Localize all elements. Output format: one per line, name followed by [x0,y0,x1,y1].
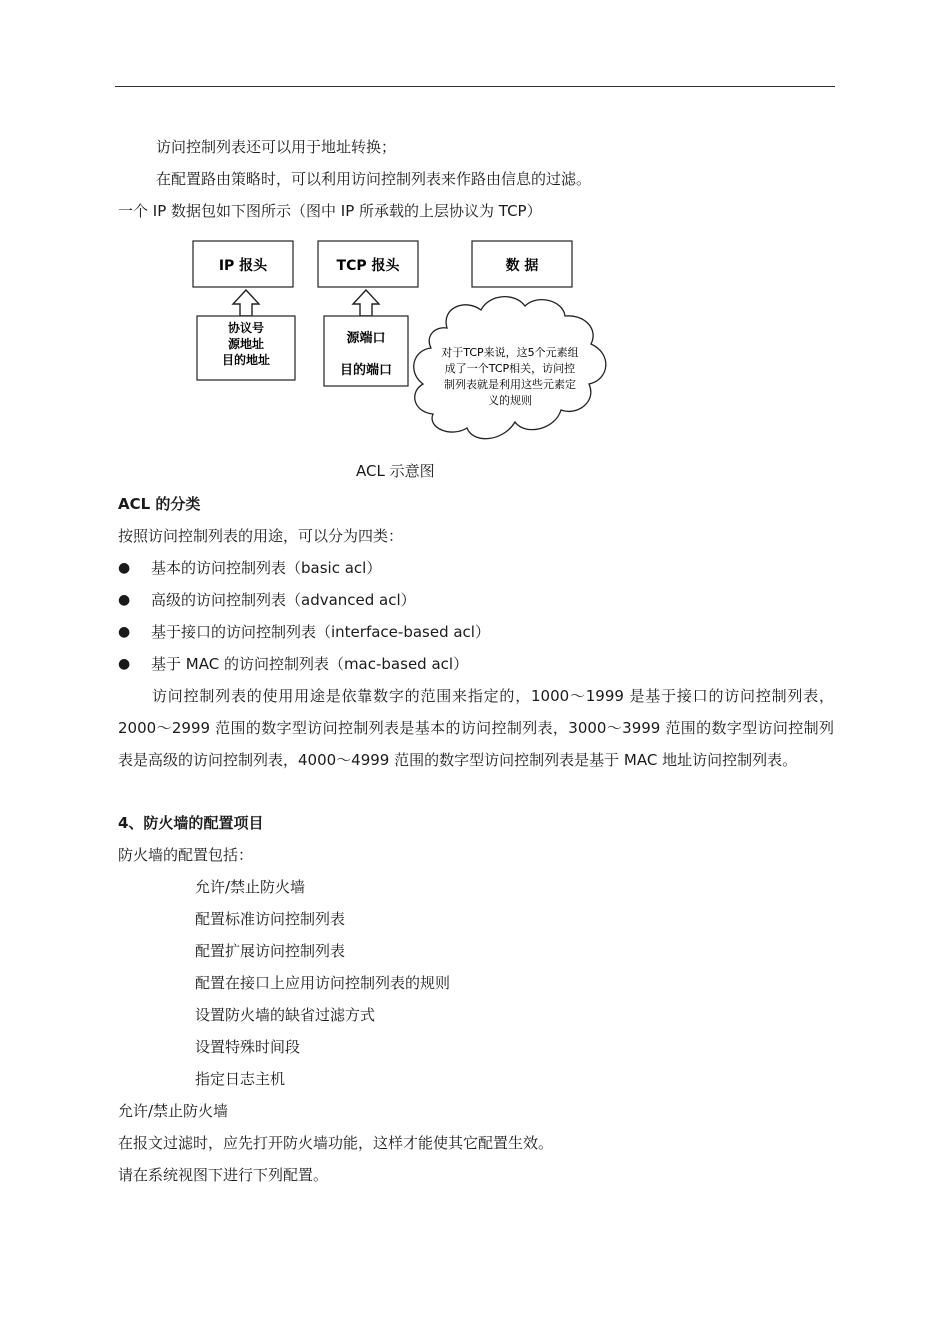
tcp-field-source-port: 源端口 [346,331,386,346]
firewall-item: 允许/禁止防火墙 [195,878,306,896]
cloud-text-line-4: 义的规则 [488,394,532,407]
header-rule [115,86,835,87]
ip-up-arrow [233,290,259,316]
acl-type-interface: 基于接口的访问控制列表（interface-based acl） [151,623,490,641]
acl-heading: ACL 的分类 [118,495,201,513]
intro-line-3: 一个 IP 数据包如下图所示（图中 IP 所承载的上层协议为 TCP） [118,202,542,220]
cloud-text-line-3: 制列表就是利用这些元素定 [444,378,576,391]
acl-type-advanced: 高级的访问控制列表（advanced acl） [151,591,416,609]
diagram-caption: ACL 示意图 [356,462,435,480]
tcp-up-arrow [353,290,379,316]
data-label: 数 据 [505,258,539,274]
intro-line-1: 访问控制列表还可以用于地址转换； [156,138,397,156]
cloud-text-line-1: 对于TCP来说，这5个元素组 [441,346,579,359]
ip-header-label: IP 报头 [218,258,268,274]
ip-field-protocol: 协议号 [227,321,265,335]
acl-type-mac: 基于 MAC 的访问控制列表（mac-based acl） [151,655,469,673]
firewall-intro: 防火墙的配置包括： [118,846,254,864]
bullet-dot: ● [118,560,131,576]
tcp-header-label: TCP 报头 [336,258,400,274]
firewall-item: 配置标准访问控制列表 [195,910,346,928]
acl-number-ranges-paragraph: 访问控制列表的使用用途是依靠数字的范围来指定的，1000～1999 是基于接口的访问控制列表，2000～2999 范围的数字型访问控制列表是基本的访问控制列表，3000～3999 范围的数字型访问控制列表是高级的访问控制列表，4000～4999 范围的数字型访问控制列表是基于 MAC 地址访问控制列表。 [118,687,834,769]
acl-intro: 按照访问控制列表的用途，可以分为四类： [118,527,404,545]
acl-diagram [185,232,625,452]
bullet-dot: ● [118,656,131,672]
firewall-enable-note: 在报文过滤时，应先打开防火墙功能，这样才能使其它配置生效。 [118,1134,554,1152]
firewall-heading: 4、防火墙的配置项目 [118,814,264,832]
acl-type-basic: 基本的访问控制列表（basic acl） [151,559,382,577]
intro-line-2: 在配置路由策略时，可以利用访问控制列表来作路由信息的过滤。 [156,170,592,188]
firewall-item: 设置特殊时间段 [195,1038,301,1056]
cloud-text-line-2: 成了一个TCP相关，访问控 [444,362,576,375]
bullet-dot: ● [118,592,131,608]
firewall-item: 设置防火墙的缺省过滤方式 [195,1006,376,1024]
tcp-field-destination-port: 目的端口 [339,363,393,378]
firewall-system-view-note: 请在系统视图下进行下列配置。 [118,1166,329,1184]
ip-field-destination: 目的地址 [221,353,271,367]
ip-field-source: 源地址 [227,337,265,351]
firewall-item: 配置在接口上应用访问控制列表的规则 [195,974,451,992]
firewall-item: 配置扩展访问控制列表 [195,942,346,960]
bullet-dot: ● [118,624,131,640]
firewall-subheading: 允许/禁止防火墙 [118,1102,229,1120]
firewall-item: 指定日志主机 [195,1070,286,1088]
